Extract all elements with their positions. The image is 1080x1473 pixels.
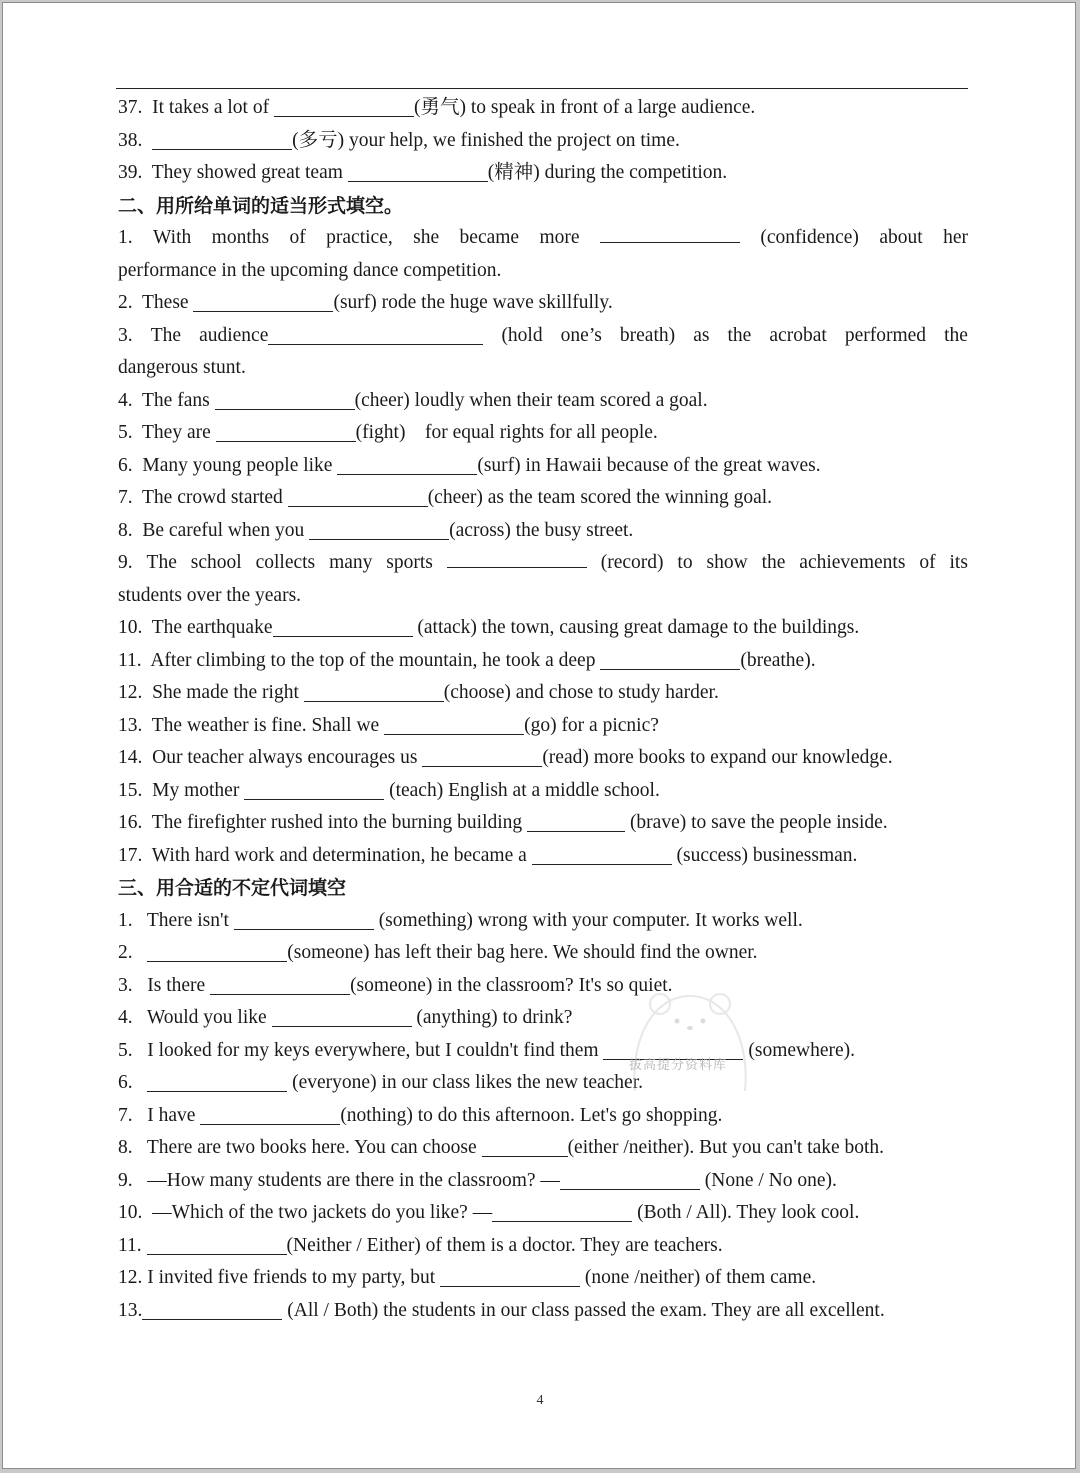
answer-blank[interactable] (147, 1071, 287, 1092)
question-word: months (211, 227, 270, 248)
question-text: 10. —Which of the two jackets do you like? — (118, 1202, 493, 1223)
question-word: achievements (799, 552, 906, 573)
question-text: 17. With hard work and determination, he became a (118, 844, 532, 866)
question-text: (All / Both) the students in our class passed the exam. They are all excellent. (282, 1299, 885, 1321)
question-text: (attack) the town, causing great damage to the buildings. (412, 617, 860, 638)
answer-blank[interactable] (244, 779, 384, 800)
question-word: to (677, 552, 693, 573)
question-text: 14. Our teacher always encourages us (118, 747, 423, 768)
question-text: (fight) for equal rights for all people. (355, 422, 658, 443)
question-word: The (150, 324, 182, 346)
question-text: (everyone) in our class likes the new teacher. (287, 1072, 643, 1093)
question-text: (cheer) as the team scored the winning goal. (427, 487, 773, 508)
question-text: (someone) has left their bag here. We should find the owner. (287, 942, 758, 963)
question-text: (go) for a picnic? (524, 714, 659, 736)
question-line (118, 580, 968, 613)
question-word: one’s (560, 324, 602, 346)
question-line (118, 287, 968, 320)
answer-blank[interactable] (560, 1169, 700, 1190)
question-text: 4. The fans (118, 389, 215, 411)
question-text: (either /neither). But you can't take both. (567, 1137, 885, 1158)
question-line (118, 807, 968, 840)
question-word: (confidence) (760, 227, 859, 248)
question-text: (精神) during the competition. (487, 162, 728, 183)
question-word: the (944, 324, 968, 346)
question-word: the (727, 324, 752, 346)
question-line (118, 1295, 968, 1328)
question-text: 13. (118, 1299, 143, 1321)
answer-blank[interactable] (272, 1006, 412, 1027)
question-word: of (289, 227, 306, 248)
question-word: practice, (326, 227, 393, 248)
answer-blank[interactable] (440, 1266, 580, 1287)
question-word: of (919, 552, 936, 573)
question-word: its (949, 552, 968, 573)
bear-watermark-icon (615, 976, 765, 1096)
answer-blank[interactable] (422, 746, 542, 767)
question-line (118, 385, 968, 418)
question-line (118, 515, 968, 548)
question-word: became (459, 227, 520, 248)
question-text: (勇气) to speak in front of a large audience. (413, 97, 756, 118)
question-line (118, 320, 968, 353)
question-text: (somewhere). (743, 1039, 856, 1061)
question-text: 1. There isn't (118, 909, 234, 931)
question-text: 7. The crowd started (118, 487, 288, 508)
answer-blank[interactable] (193, 291, 333, 312)
question-text: 39. They showed great team (118, 162, 348, 183)
question-text: (surf) in Hawaii because of the great waves. (477, 454, 821, 476)
answer-blank[interactable] (216, 421, 356, 442)
question-line (118, 645, 968, 678)
question-text-with-blank: audience (199, 320, 483, 353)
question-text: (None / No one). (699, 1169, 837, 1191)
answer-blank[interactable] (492, 1201, 632, 1222)
answer-blank[interactable] (600, 222, 740, 243)
question-text: 7. I have (118, 1104, 201, 1126)
question-word: 3. (118, 324, 133, 346)
question-line (118, 1165, 968, 1198)
question-line (118, 482, 968, 515)
question-word: collects (255, 552, 316, 573)
question-text: 6. (118, 1072, 148, 1093)
question-text: 12. I invited five friends to my party, but (118, 1267, 441, 1288)
worksheet-page (2, 2, 1076, 1469)
answer-blank[interactable] (288, 486, 428, 507)
question-word: as (693, 324, 710, 346)
answer-blank[interactable] (532, 844, 672, 865)
question-text: (something) wrong with your computer. It works well. (373, 909, 803, 931)
question-text: 6. Many young people like (118, 454, 338, 476)
question-line (118, 1067, 968, 1100)
question-line (118, 352, 968, 385)
question-text: (Neither / Either) of them is a doctor. They are teachers. (286, 1234, 723, 1256)
question-text: (anything) to drink? (411, 1007, 573, 1028)
question-line (118, 450, 968, 483)
question-text: (surf) rode the huge wave skillfully. (333, 292, 613, 313)
question-text: 9. —How many students are there in the classroom? — (118, 1169, 560, 1191)
question-text: 4. Would you like (118, 1007, 272, 1028)
question-word: breath) (619, 324, 676, 346)
question-word: With (153, 227, 192, 248)
header-rule (116, 88, 968, 89)
question-word: her (943, 227, 968, 248)
question-line (118, 1002, 968, 1035)
question-line (118, 1132, 968, 1165)
answer-blank[interactable] (147, 1234, 287, 1255)
question-text: 13. The weather is fine. Shall we (118, 714, 385, 736)
question-line (118, 255, 968, 288)
question-text: 2. (118, 942, 148, 963)
question-line (118, 1197, 968, 1230)
answer-blank[interactable] (527, 811, 625, 832)
question-text: 3. Is there (118, 974, 211, 996)
question-word: about (879, 227, 923, 248)
question-text: (read) more books to expand our knowledge. (542, 747, 893, 768)
question-word: The (146, 552, 177, 573)
question-line (118, 677, 968, 710)
question-word: 9. (118, 552, 133, 573)
answer-blank[interactable] (304, 681, 444, 702)
question-text: 2. These (118, 292, 194, 313)
question-line (118, 92, 968, 125)
question-text: (Both / All). They look cool. (632, 1202, 860, 1223)
question-text: dangerous stunt. (118, 357, 246, 378)
question-text: 5. I looked for my keys everywhere, but I couldn't find them (118, 1039, 604, 1061)
question-word: 1. (118, 227, 133, 248)
question-text: 37. It takes a lot of (118, 97, 274, 118)
answer-blank[interactable] (152, 129, 292, 150)
answer-blank[interactable] (273, 616, 413, 637)
question-line (118, 742, 968, 775)
question-text: (多亏) your help, we finished the project on time. (292, 129, 680, 151)
question-word: many (329, 552, 373, 573)
question-word: (record) (600, 552, 664, 573)
question-word: acrobat (769, 324, 827, 346)
answer-blank[interactable] (482, 1136, 568, 1157)
answer-blank[interactable] (447, 547, 587, 568)
question-text: 12. She made the right (118, 682, 304, 703)
question-text: 15. My mother (118, 779, 245, 801)
question-text: 38. (118, 129, 153, 151)
question-text: (none /neither) of them came. (580, 1267, 817, 1288)
question-text: 8. Be careful when you (118, 519, 310, 541)
question-text: (choose) and chose to study harder. (443, 682, 719, 703)
question-text: (nothing) to do this afternoon. Let's go shopping. (340, 1104, 723, 1126)
question-text: (across) the busy street. (449, 519, 634, 541)
question-text: 16. The firefighter rushed into the burning building (118, 812, 528, 833)
question-text: (someone) in the classroom? It's so quiet. (350, 974, 673, 996)
question-line (118, 1230, 968, 1263)
question-line (118, 1100, 968, 1133)
question-word: more (539, 227, 580, 248)
question-text: 8. There are two books here. You can choose (118, 1137, 482, 1158)
question-line (118, 905, 968, 938)
question-word: she (413, 227, 440, 248)
question-line (118, 710, 968, 743)
question-line (118, 1035, 968, 1068)
question-word: sports (386, 552, 433, 573)
answer-blank[interactable] (234, 909, 374, 930)
section-heading: 二、用所给单词的适当形式填空。 (118, 194, 404, 217)
question-word: show (706, 552, 748, 573)
answer-blank[interactable] (274, 96, 414, 117)
question-text: (cheer) loudly when their team scored a goal. (354, 389, 708, 411)
question-text: performance in the upcoming dance competition. (118, 259, 502, 281)
question-line (118, 417, 968, 450)
question-text: (success) businessman. (671, 844, 858, 866)
question-text: 11. (118, 1234, 147, 1256)
question-word: performed (844, 324, 927, 346)
question-text: (brave) to save the people inside. (625, 812, 888, 833)
section-heading: 三、用合适的不定代词填空 (118, 877, 347, 899)
answer-blank[interactable] (384, 714, 524, 735)
question-line (118, 937, 968, 970)
question-line (118, 612, 968, 645)
answer-blank[interactable] (215, 389, 355, 410)
question-line (118, 125, 968, 158)
question-line (118, 1262, 968, 1295)
question-line (118, 840, 968, 873)
answer-blank[interactable] (600, 649, 740, 670)
answer-blank[interactable] (309, 519, 449, 540)
question-text: 5. They are (118, 422, 216, 443)
question-line (118, 775, 968, 808)
answer-blank[interactable] (200, 1104, 340, 1125)
question-text: 10. The earthquake (118, 617, 273, 638)
question-text: (breathe). (740, 649, 816, 671)
answer-blank[interactable] (147, 941, 287, 962)
answer-blank[interactable] (210, 974, 350, 995)
page-number: 4 (536, 1393, 544, 1408)
exercise-content (118, 92, 968, 1327)
question-line (118, 547, 968, 580)
question-line (118, 970, 968, 1003)
answer-blank[interactable] (348, 161, 488, 182)
question-line (118, 222, 968, 255)
watermark-text: 拔高提分资料库 (629, 1058, 728, 1073)
answer-blank[interactable] (142, 1299, 282, 1320)
answer-blank[interactable] (337, 454, 477, 475)
question-text: (teach) English at a middle school. (384, 779, 660, 801)
question-text: students over the years. (118, 584, 302, 606)
question-word: (hold (501, 324, 543, 346)
question-line (118, 157, 968, 190)
question-text: 11. After climbing to the top of the mountain, he took a deep (118, 649, 601, 671)
answer-blank[interactable] (268, 324, 483, 345)
question-word: school (190, 552, 242, 573)
question-word: the (761, 552, 786, 573)
